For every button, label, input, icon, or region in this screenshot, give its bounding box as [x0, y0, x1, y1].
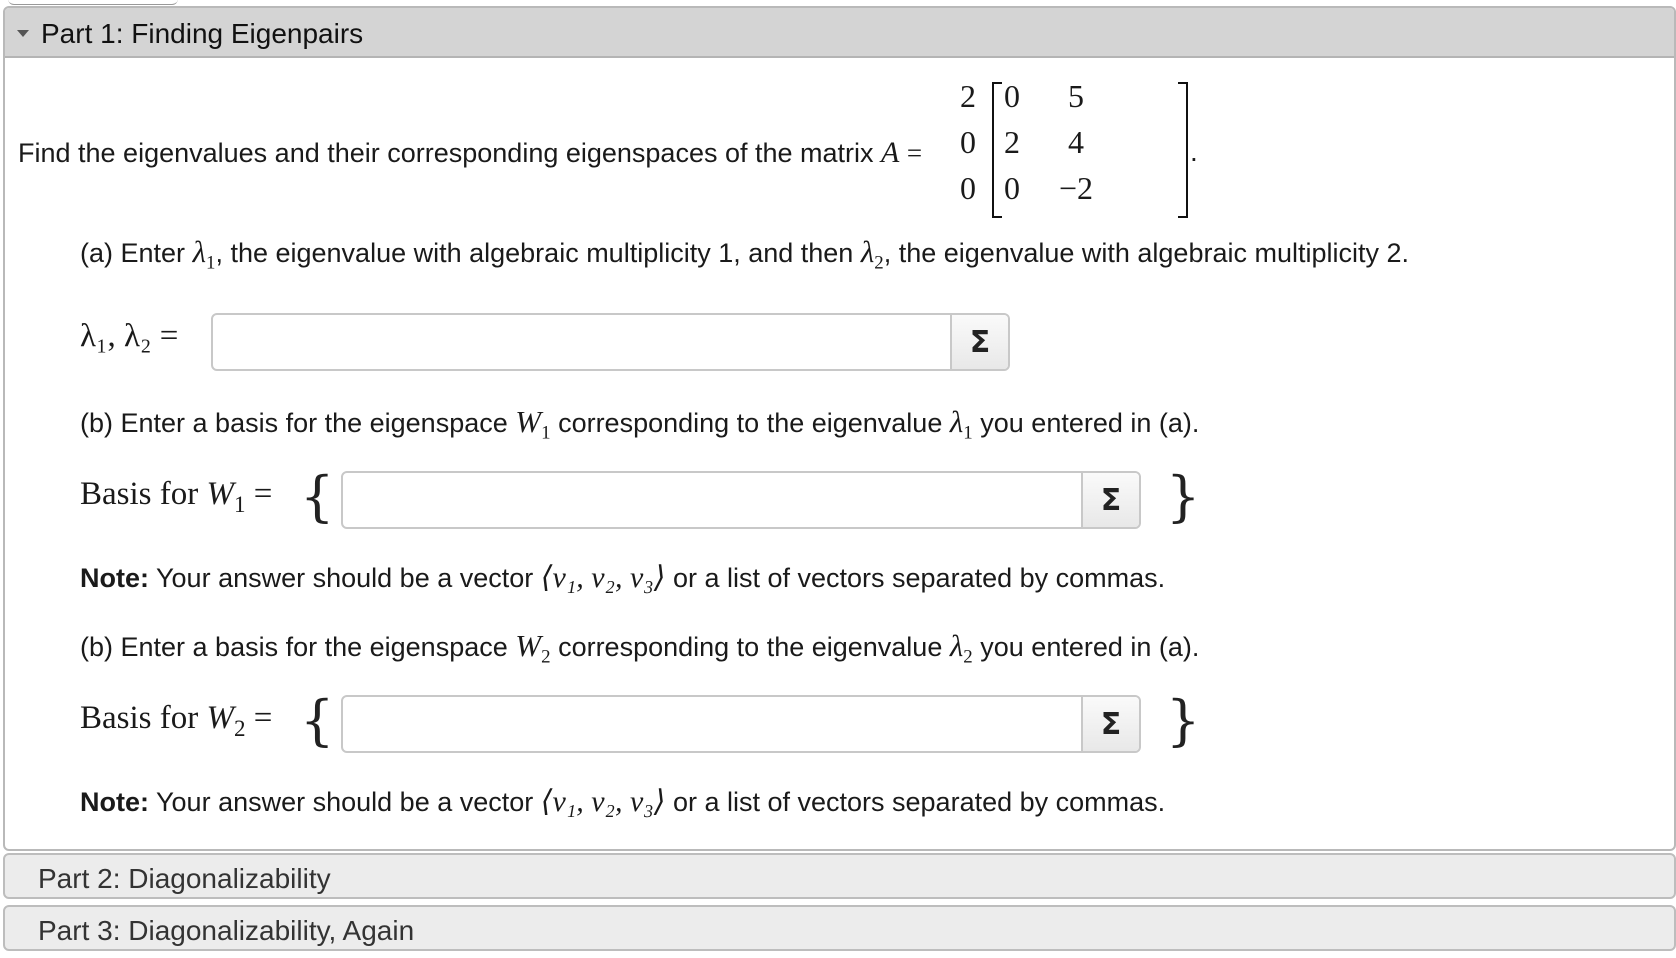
- matrix-cell: −2: [1058, 170, 1094, 206]
- eigenvalues-answer-box: [211, 313, 1010, 371]
- matrix-cell: 0: [1004, 170, 1020, 206]
- equation-editor-button[interactable]: Σ: [1081, 697, 1139, 751]
- matrix-symbol: A: [881, 136, 900, 169]
- part2-title[interactable]: Part 2: Diagonalizability: [38, 863, 331, 894]
- sentence-period: .: [1190, 136, 1198, 167]
- basis-w2-answer-box: [341, 695, 1141, 753]
- basis-w1-input[interactable]: [343, 473, 1081, 527]
- matrix-cell: 0: [1004, 78, 1020, 114]
- part1-header[interactable]: [5, 8, 1674, 58]
- matrix-cell: 0: [960, 124, 976, 160]
- part3-panel-header[interactable]: [3, 905, 1676, 951]
- equation-editor-button[interactable]: Σ: [950, 315, 1008, 369]
- right-bracket: [1178, 82, 1188, 218]
- basis-w2-label: Basis for $W_2$ =: [80, 700, 273, 742]
- matrix-cell: 5: [1068, 78, 1084, 114]
- close-brace: }: [1166, 465, 1201, 528]
- matrix-cell: 4: [1068, 124, 1084, 160]
- part3-title[interactable]: Part 3: Diagonalizability, Again: [38, 915, 415, 946]
- open-brace: {: [300, 465, 335, 528]
- close-brace: }: [1166, 689, 1201, 752]
- equation-editor-button[interactable]: Σ: [1081, 473, 1139, 527]
- eigenvalues-input[interactable]: [213, 315, 950, 369]
- open-brace: {: [300, 689, 335, 752]
- matrix-cell: 0: [960, 170, 976, 206]
- matrix-cell: 2: [960, 78, 976, 114]
- equals-sign: =: [906, 138, 923, 168]
- part-b1-instructions: (b) Enter a basis for the eigenspace $W_1$ corresponding to the eigenvalue $\lambda_1$ you entered in (a).: [80, 404, 1200, 444]
- part-a-instructions: (a) Enter $\lambda_1$, the eigenvalue with algebraic multiplicity 1, and then $\lambda_2$, the eigenvalue with algebraic multiplicity 2.: [80, 234, 1410, 274]
- matrix-cell: 2: [1004, 124, 1020, 160]
- basis-w1-answer-box: [341, 471, 1141, 529]
- basis-w2-input[interactable]: [343, 697, 1081, 751]
- matrix-A: [960, 78, 1188, 220]
- part1-title[interactable]: Part 1: Finding Eigenpairs: [41, 18, 364, 49]
- note-1: Note: Your answer should be a vector ⟨v₁, v₂, v₃⟩ or a list of vectors separated by commas.: [80, 561, 1166, 594]
- caret-down-icon[interactable]: [17, 30, 29, 37]
- part2-panel-header[interactable]: [3, 853, 1676, 899]
- lambda-label: λ₁, λ₂ =: [80, 318, 179, 354]
- intro-text: Find the eigenvalues and their corresponding eigenspaces of the matrix A =: [18, 136, 923, 169]
- note-2: Note: Your answer should be a vector ⟨v₁, v₂, v₃⟩ or a list of vectors separated by commas.: [80, 785, 1166, 818]
- part-b2-instructions: (b) Enter a basis for the eigenspace $W_2$ corresponding to the eigenvalue $\lambda_2$ you entered in (a).: [80, 628, 1200, 668]
- basis-w1-label: Basis for $W_1$ =: [80, 476, 273, 518]
